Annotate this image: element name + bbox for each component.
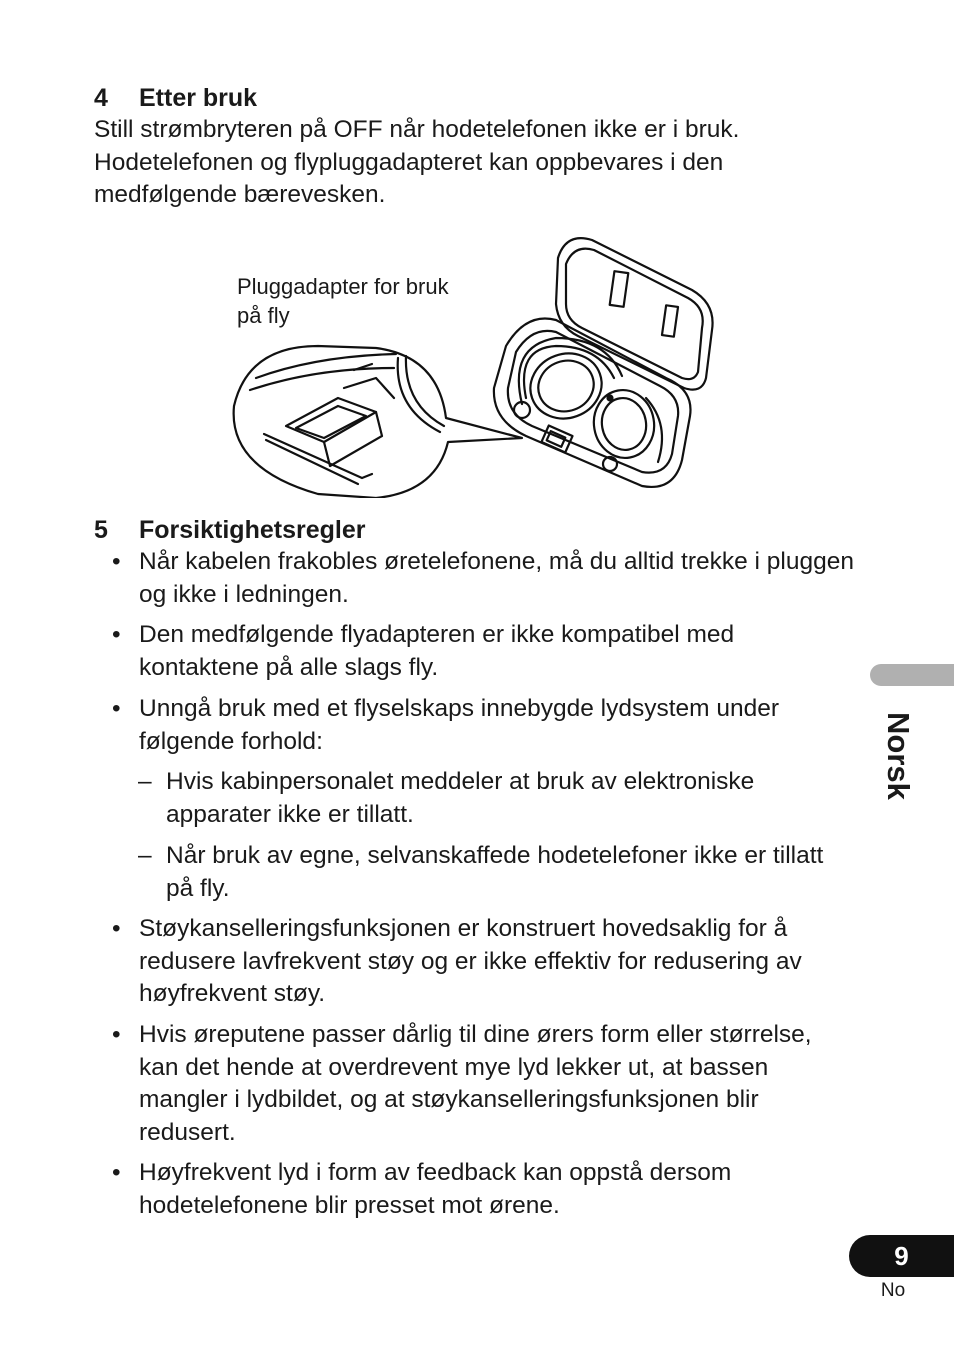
section-5-heading xyxy=(94,514,365,546)
bullet-mark: • xyxy=(112,621,121,648)
dash-mark: – xyxy=(138,842,152,869)
language-tab-marker xyxy=(870,664,954,686)
page-number: 9 xyxy=(894,1241,909,1271)
list-item-text: Støykanselleringsfunksjonen er konstruert hovedsaklig for å redusere lavfrekvent støy og er ikke effektiv for redusering av høyfrekvent støy. xyxy=(139,915,802,1007)
figure-caption: Pluggadapter for bruk på fly xyxy=(237,274,449,328)
section-5-title: Forsiktighetsregler xyxy=(139,516,366,544)
bullet-mark: • xyxy=(112,1021,121,1048)
bullet-mark: • xyxy=(112,915,121,942)
list-item-text: Den medfølgende flyadapteren er ikke kompatibel med kontaktene på alle slags fly. xyxy=(139,621,735,681)
section-4-heading xyxy=(94,82,257,114)
language-tab-text: Norsk xyxy=(881,712,916,800)
sub-list-item-text: Når bruk av egne, selvanskaffede hodetelefoner ikke er tillatt på fly. xyxy=(166,842,824,902)
list-item-text: Hvis øreputene passer dårlig til dine ørers form eller størrelse, kan det hende at overdrevent mye lyd lekker ut, at bassen mangler i lydbildet, og at støykanselleringsfunksjonen blir redusert. xyxy=(139,1021,812,1146)
section-4-body: Still strømbryteren på OFF når hodetelefonen ikke er i bruk. Hodetelefonen og flypluggadapteret kan oppbevares i den medfølgende bærevesken. xyxy=(94,116,740,208)
sub-list-item-text: Hvis kabinpersonalet meddeler at bruk av elektroniske apparater ikke er tillatt. xyxy=(166,768,755,828)
bullet-mark: • xyxy=(112,1159,121,1186)
dash-mark: – xyxy=(138,768,152,795)
language-tab-label xyxy=(868,712,918,812)
section-4-title: Etter bruk xyxy=(139,84,258,112)
list-item-text: Unngå bruk med et flyselskaps innebygde lydsystem under følgende forhold: xyxy=(139,695,780,755)
page-language-code: No xyxy=(880,1280,906,1301)
bullet-mark: • xyxy=(112,548,121,575)
bullet-mark: • xyxy=(112,695,121,722)
headphone-case-illustration xyxy=(226,228,726,498)
list-item-text: Når kabelen frakobles øretelefonene, må du alltid trekke i pluggen og ikke i ledningen. xyxy=(139,548,854,608)
section-5-number: 5 xyxy=(94,516,108,544)
section-4-number: 4 xyxy=(94,84,108,112)
page-number-badge xyxy=(849,1235,954,1277)
list-item-text: Høyfrekvent lyd i form av feedback kan oppstå dersom hodetelefonene blir presset mot ørene. xyxy=(139,1159,732,1219)
